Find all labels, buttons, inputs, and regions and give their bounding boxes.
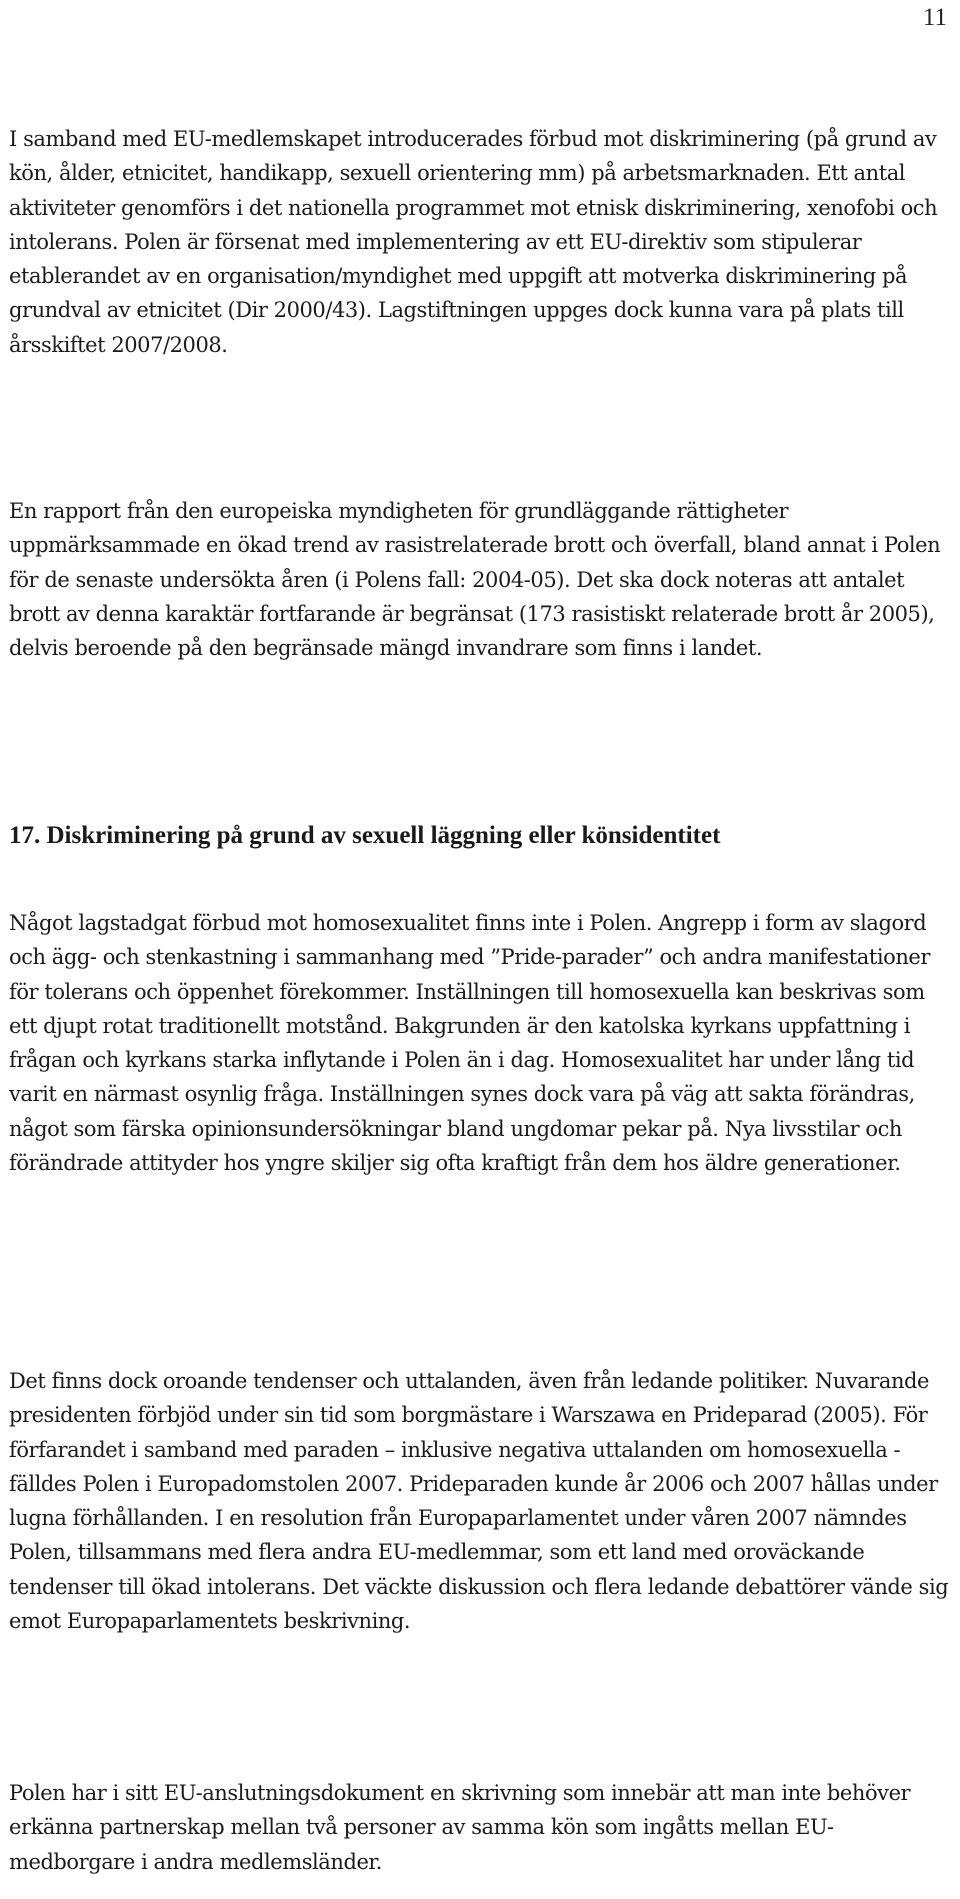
paragraph-political-statements: Det finns dock oroande tendenser och uttalanden, även från ledande politiker. Nuvarande presidenten förbjöd under sin tid som borgmästare i Warszawa en Prideparad (2005). För förfarandet i samband med paraden – inklusive negativa uttalanden om homosexuella - fälldes Polen i Europadomstolen 2007. Prideparaden kunde år 2006 och 2007 hållas under lugna förhållanden. I en resolution från Europaparlamentet under våren 2007 nämndes Polen, tillsammans med flera andra EU-medlemmar, som ett land med oroväckande tendenser till ökad intolerans. Det väckte diskussion och flera ledande debattörer vände sig emot Europaparlamentets beskrivning. [9, 1369, 949, 1634]
page-number: 11 [922, 4, 947, 31]
paragraph-partnership: Polen har i sitt EU-anslutningsdokument en skrivning som innebär att man inte behöver erkänna partnerskap mellan två personer av samma kön som ingåtts mellan EU-medborgare i andra medlemsländer. [9, 1781, 911, 1874]
section-paragraph [9, 1364, 954, 1638]
paragraph-eu-membership: I samband med EU-medlemskapet introducerades förbud mot diskriminering (på grund av kön, ålder, etnicitet, handikapp, sexuell orientering mm) på arbetsmarknaden. Ett antal aktiviteter genomförs i det nationella programmet mot etnisk diskriminering, xenofobi och intolerans. Polen är försenat med implementering av ett EU-direktiv som stipulerar etablerandet av en organisation/myndighet med uppgift att motverka diskriminering på grundval av etnicitet (Dir 2000/43). Lagstiftningen uppges dock kunna vara på plats till årsskiftet 2007/2008. [9, 127, 938, 357]
body-paragraph [9, 494, 954, 665]
section-paragraph [9, 906, 954, 1180]
paragraph-homosexuality-law: Något lagstadgat förbud mot homosexualitet finns inte i Polen. Angrepp i form av slagord och ägg- och stenkastning i sammanhang med ”Pride-parader” och andra manifestationer för tolerans och öppenhet förekommer. Inställningen till homosexuella kan beskrivas som ett djupt rotat traditionellt motstånd. Bakgrunden är den katolska kyrkans uppfattning i frågan och kyrkans starka inflytande i Polen än i dag. Homosexualitet har under lång tid varit en närmast osynlig fråga. Inställningen synes dock vara på väg att sakta förändras, något som färska opinionsundersökningar bland ungdomar pekar på. Nya livsstilar och förändrade attityder hos yngre skiljer sig ofta kraftigt från dem hos äldre generationer. [9, 911, 930, 1176]
body-paragraph [9, 122, 954, 362]
section-heading: 17. Diskriminering på grund av sexuell läggning eller könsidentitet [9, 822, 721, 849]
paragraph-racism-report: En rapport från den europeiska myndigheten för grundläggande rättigheter uppmärksammade en ökad trend av rasistrelaterade brott och överfall, bland annat i Polen för de senaste undersökta åren (i Polens fall: 2004-05). Det ska dock noteras att antalet brott av denna karaktär fortfarande är begränsat (173 rasistiskt relaterade brott år 2005), delvis beroende på den begränsade mängd invandrare som finns i landet. [9, 499, 941, 661]
section-paragraph [9, 1776, 954, 1879]
